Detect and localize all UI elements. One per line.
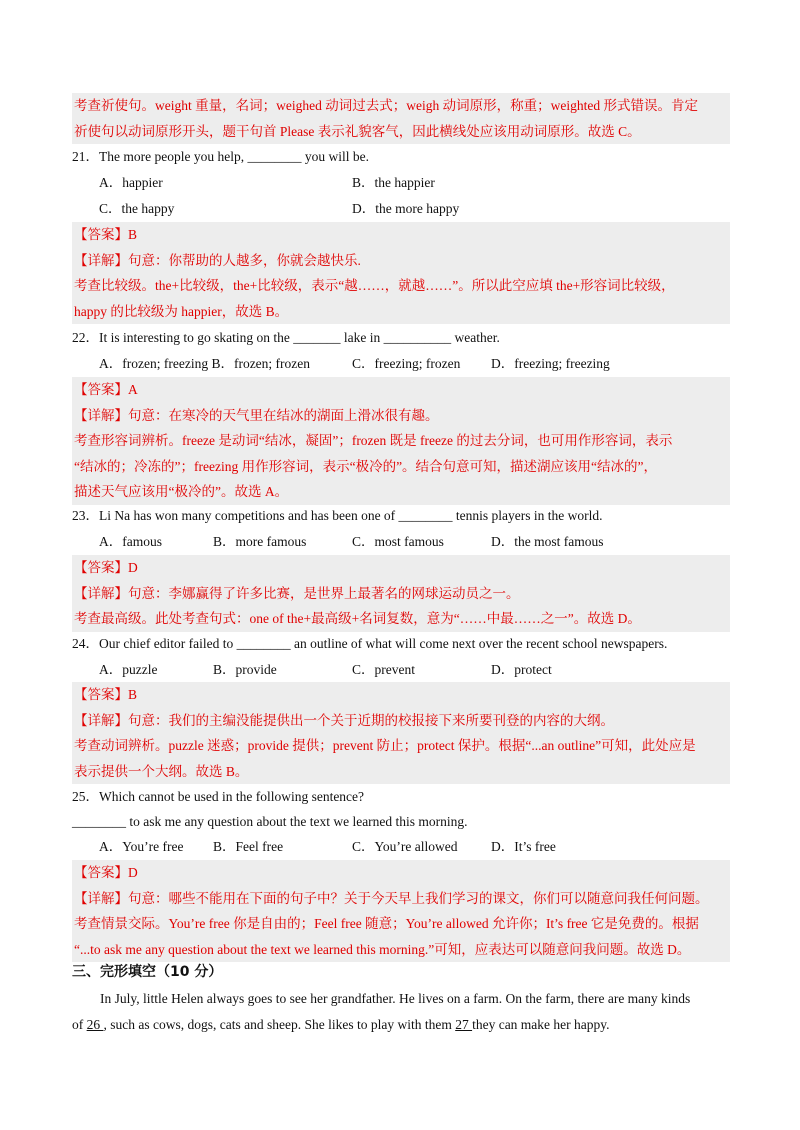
detail-line: 表示提供一个大纲。故选 B。 [74, 763, 249, 779]
detail-line: 描述天气应该用“极冷的”。故选 A。 [74, 484, 289, 499]
q24-option-d: D．protect [491, 662, 552, 677]
detail-line: 【详解】句意：你帮助的人越多，你就会越快乐. [74, 252, 361, 268]
question-21-stem: 21．The more people you help, ________ you will be. [72, 149, 369, 164]
q21-option-d: D．the more happy [352, 201, 460, 216]
q23-option-c: C．most famous [352, 534, 444, 549]
question-24-stem: 24．Our chief editor failed to ________ an outline of what will come next over the recent school newspapers. [72, 636, 668, 651]
answer-label: 【答案】D [74, 560, 138, 575]
question-25-stem: 25．Which cannot be used in the following sentence? [72, 789, 365, 804]
q23-option-d: D．the most famous [491, 534, 604, 549]
cloze-text: , such as cows, dogs, cats and sheep. She likes to play with them [103, 1016, 456, 1032]
detail-line: 考查比较级。the+比较级，the+比较级，表示“越……，就越……”。所以此空应填 the+形容词比较级， [74, 278, 675, 293]
answer-label: 【答案】B [74, 227, 138, 242]
cloze-text: they can make her happy. [472, 1016, 610, 1032]
q23-option-b: B．more famous [213, 534, 307, 549]
answer-label: 【答案】D [74, 865, 138, 880]
section-title: 三、完形填空（10 分） [72, 964, 223, 980]
cloze-blank-27[interactable]: 27 [455, 1016, 473, 1032]
q25-option-c: C．You’re allowed [352, 839, 458, 854]
cloze-line-2 [72, 1012, 732, 1038]
q25-option-a: A．You’re free [99, 839, 184, 854]
explanation-line: 祈使句以动词原形开头，题干句首 Please 表示礼貌客气，因此横线处应该用动词原形。故选 C。 [74, 123, 641, 139]
detail-line: 【详解】句意：李娜赢得了许多比赛，是世界上最著名的网球运动员之一。 [74, 585, 520, 601]
q22-option-ab: A．frozen; freezing B．frozen; frozen [99, 356, 311, 371]
answer-block-23 [72, 555, 730, 632]
answer-block-24 [72, 682, 730, 784]
cloze-line-1: In July, little Helen always goes to see her grandfather. He lives on a farm. On the farm, there are many kinds [100, 991, 691, 1006]
q25-option-d: D．It’s free [491, 839, 556, 854]
detail-line: 【详解】句意：我们的主编没能提供出一个关于近期的校报接下来所要刊登的内容的大纲。 [74, 712, 614, 728]
detail-line: 考查情景交际。You’re free 你是自由的；Feel free 随意；You’re allowed 允许你；It’s free 它是免费的。根据 [74, 916, 699, 931]
answer-label: 【答案】A [74, 382, 138, 397]
q25-option-b: B．Feel free [213, 839, 284, 854]
detail-line: happy 的比较级为 happier，故选 B。 [74, 303, 289, 319]
detail-line: 考查形容词辨析。freeze 是动词“结冰，凝固”；frozen 既是 freeze 的过去分词，也可用作形容词，表示 [74, 433, 673, 448]
explanation-block-20 [72, 93, 730, 144]
detail-line: 【详解】句意：在寒冷的天气里在结冰的湖面上滑冰很有趣。 [74, 407, 439, 423]
detail-line: 考查动词辨析。puzzle 迷惑；provide 提供；prevent 防止；protect 保护。根据“...an outline”可知，此处应是 [74, 738, 696, 753]
cloze-paragraph [72, 986, 732, 1037]
explanation-line: 考查祈使句。weight 重量，名词；weighed 动词过去式；weigh 动词原形，称重；weighted 形式错误。肯定 [74, 98, 698, 113]
answer-label: 【答案】B [74, 687, 138, 702]
detail-line: “...to ask me any question about the text we learned this morning.”可知，应表达可以随意问我问题。故选 D。 [74, 941, 691, 957]
detail-line: 考查最高级。此处考查句式：one of the+最高级+名词复数，意为“……中最……之一”。故选 D。 [74, 611, 641, 626]
q23-option-a: A．famous [99, 534, 162, 549]
cloze-text: of [72, 1016, 87, 1032]
question-25-sentence: ________ to ask me any question about the text we learned this morning. [72, 814, 468, 829]
answer-block-25 [72, 860, 730, 962]
cloze-blank-26[interactable]: 26 [86, 1016, 104, 1032]
detail-line: “结冰的；冷冻的”；freezing 用作形容词，表示“极冷的”。结合句意可知，描述湖应该用“结冰的”， [74, 458, 658, 474]
q24-option-c: C．prevent [352, 662, 415, 677]
q22-option-c: C．freezing; frozen [352, 356, 461, 371]
q22-option-d: D．freezing; freezing [491, 356, 610, 371]
question-23-stem: 23．Li Na has won many competitions and has been one of ________ tennis players in the world. [72, 508, 603, 523]
answer-block-21 [72, 222, 730, 324]
q24-option-b: B．provide [213, 662, 277, 677]
question-22-stem: 22．It is interesting to go skating on the _______ lake in __________ weather. [72, 330, 500, 345]
answer-block-22 [72, 377, 730, 505]
q24-option-a: A．puzzle [99, 662, 158, 677]
q21-option-b: B．the happier [352, 175, 435, 190]
q21-option-c: C．the happy [99, 201, 175, 216]
q21-option-a: A．happier [99, 175, 163, 190]
detail-line: 【详解】句意：哪些不能用在下面的句子中？关于今天早上我们学习的课文，你们可以随意问我任何问题。 [74, 890, 709, 906]
